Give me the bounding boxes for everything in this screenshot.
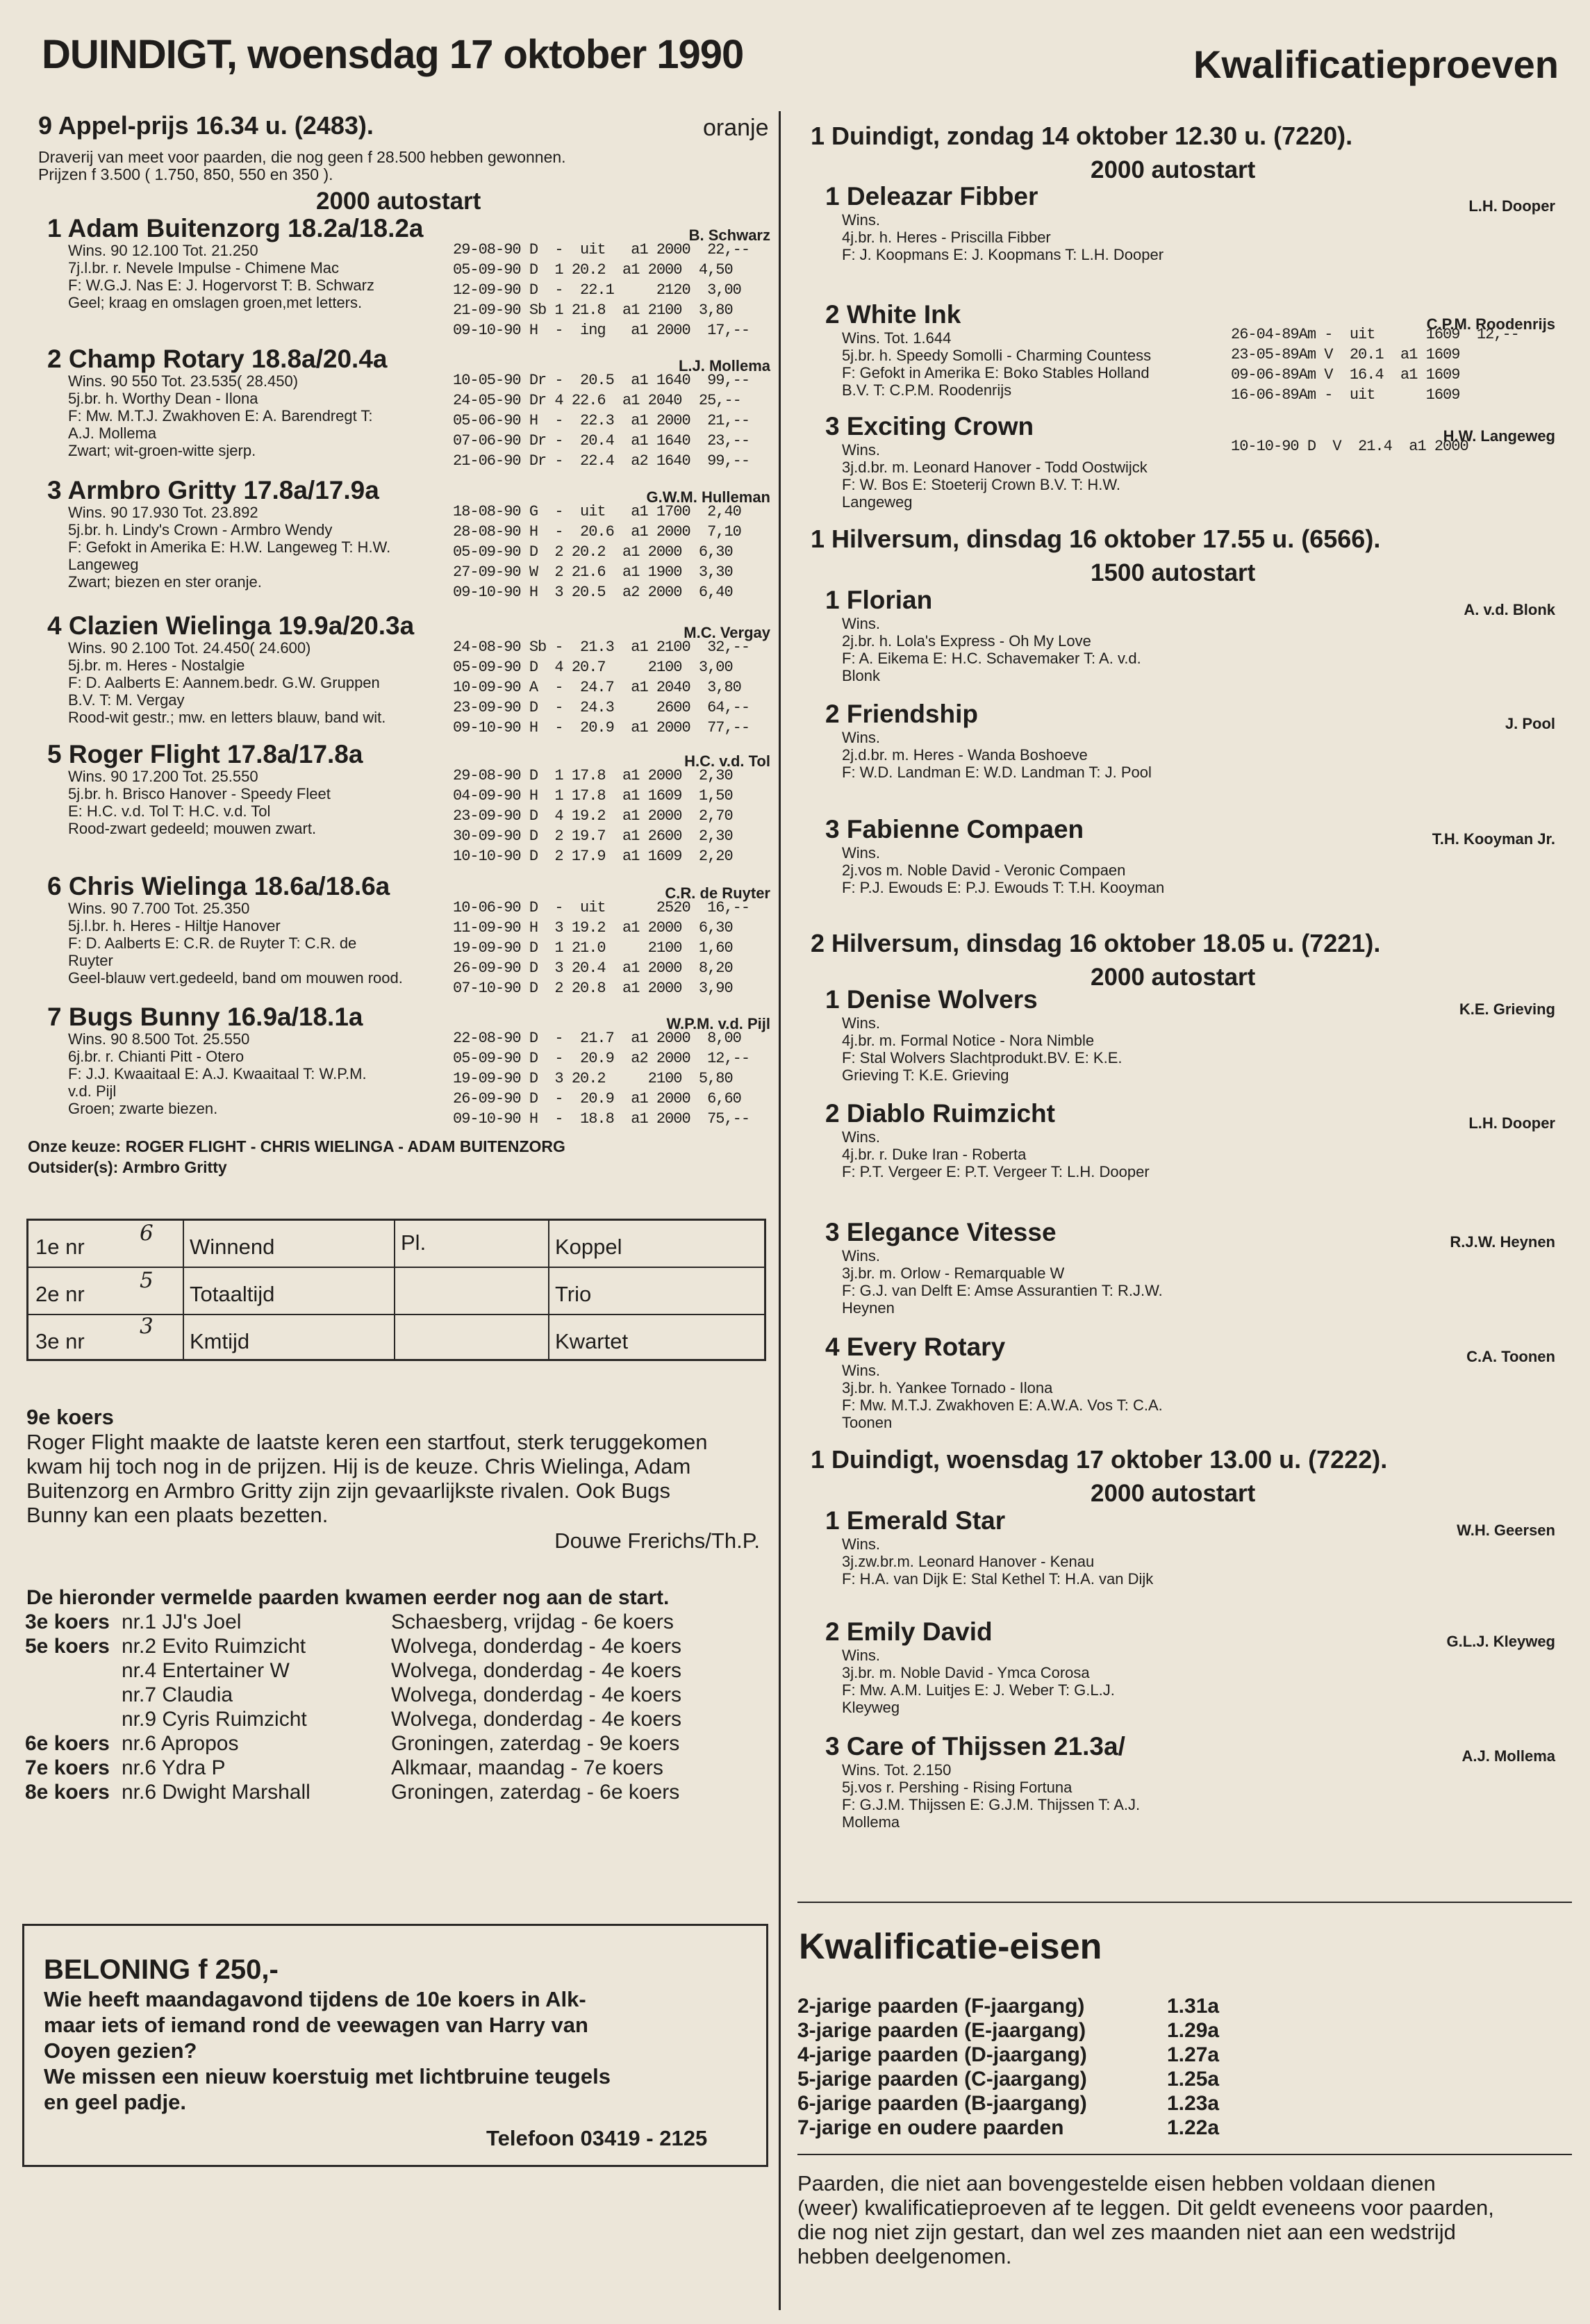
form-line: 29-08-90 D 1 17.8 a1 2000 2,30 [453, 767, 733, 784]
trial-horse-owner: R.J.W. Heynen [1450, 1233, 1555, 1251]
trial-horse-name: 2 White Ink [825, 300, 961, 329]
trial-form-line: 10-10-90 D V 21.4 a1 2000 [1231, 438, 1468, 455]
prev-horse: nr.6 Apropos [122, 1732, 239, 1755]
our-choice: Onze keuze: ROGER FLIGHT - CHRIS WIELINGA - ADAM BUITENZORG [28, 1137, 565, 1155]
trial-horse-detail: F: G.J.M. Thijssen E: G.J.M. Thijssen T: A.J. [842, 1796, 1141, 1813]
form-line: 05-09-90 D 2 20.2 a1 2000 6,30 [453, 543, 733, 561]
trial-horse-detail: Wins. [842, 844, 880, 862]
trial-title: 2 Hilversum, dinsdag 16 oktober 18.05 u. (7221). [811, 929, 1381, 957]
trial-horse-detail: F: A. Eikema E: H.C. Schavemaker T: A. v.d. [842, 650, 1141, 667]
prev-race: 8e koers [25, 1781, 110, 1804]
prev-location: Wolvega, donderdag - 4e koers [391, 1659, 682, 1682]
trial-title: 1 Duindigt, woensdag 17 oktober 13.00 u. (7222). [811, 1445, 1388, 1474]
trial-form-line: 26-04-89Am - uit 1609 12,-- [1231, 326, 1519, 343]
trial-horse-detail: Kleyweg [842, 1699, 900, 1716]
trial-horse-detail: Grieving T: K.E. Grieving [842, 1066, 1009, 1084]
prev-horse: nr.6 Ydra P [122, 1756, 226, 1779]
trial-horse-detail: F: J. Koopmans E: J. Koopmans T: L.H. Dooper [842, 246, 1164, 263]
form-line: 09-10-90 H - 18.8 a1 2000 75,-- [453, 1110, 750, 1128]
prev-race: 6e koers [25, 1732, 110, 1755]
place-2-label: 2e nr [35, 1282, 85, 1306]
trial-horse-detail: Wins. [842, 1362, 880, 1379]
horse-pedigree: 7j.l.br. r. Nevele Impulse - Chimene Mac [68, 259, 340, 277]
trial-horse-name: 3 Elegance Vitesse [825, 1218, 1057, 1246]
trial-horse-name: 2 Diablo Ruimzicht [825, 1099, 1055, 1128]
trial-horse-detail: Wins. [842, 1014, 880, 1032]
horse-winnings: Wins. 90 7.700 Tot. 25.350 [68, 900, 250, 917]
trial-horse-detail: Wins. Tot. 1.644 [842, 329, 952, 347]
prev-race: 3e koers [25, 1610, 110, 1633]
form-line: 26-09-90 D - 20.9 a1 2000 6,60 [453, 1090, 741, 1107]
trial-distance: 2000 autostart [1091, 156, 1256, 183]
horse-name: 3 Armbro Gritty 17.8a/17.9a [47, 476, 379, 504]
requirements-title: Kwalificatie-eisen [799, 1927, 1102, 1967]
place-1-handwritten: 6 [140, 1221, 154, 1246]
trial-horse-detail: 4j.br. r. Duke Iran - Roberta [842, 1146, 1027, 1163]
place-3-label: 3e nr [35, 1329, 85, 1353]
requirements-note-line: die nog niet zijn gestart, dan wel zes maanden niet aan een wedstrijd [797, 2220, 1456, 2244]
trial-horse-owner: J. Pool [1505, 715, 1555, 732]
horse-colors: Zwart; biezen en ster oranje. [68, 573, 262, 591]
results-grid [26, 1219, 766, 1361]
kwartet-label: Kwartet [555, 1329, 629, 1353]
form-line: 04-09-90 H 1 17.8 a1 1609 1,50 [453, 787, 733, 805]
horse-connections: F: D. Aalberts E: Aannem.bedr. G.W. Gruppen [68, 674, 380, 691]
horse-detail: Ruyter [68, 952, 113, 969]
form-line: 19-09-90 D 3 20.2 2100 5,80 [453, 1070, 733, 1087]
horse-owner: L.J. Mollema [678, 357, 770, 374]
prev-location: Alkmaar, maandag - 7e koers [391, 1756, 663, 1779]
trial-horse-detail: F: P.T. Vergeer E: P.T. Vergeer T: L.H. Dooper [842, 1163, 1150, 1180]
requirement-time: 1.23a [1167, 2092, 1220, 2115]
koppel-label: Koppel [555, 1235, 622, 1259]
reward-line: en geel padje. [44, 2090, 187, 2114]
horse-pedigree: 5j.br. m. Heres - Nostalgie [68, 657, 245, 674]
trial-distance: 2000 autostart [1091, 1480, 1256, 1507]
requirement-age: 2-jarige paarden (F-jaargang) [797, 1995, 1085, 2018]
trial-horse-detail: 5j.br. h. Speedy Somolli - Charming Countess [842, 347, 1152, 364]
previous-starts-title: De hieronder vermelde paarden kwamen eerder nog aan de start. [26, 1586, 670, 1609]
form-line: 21-06-90 Dr - 22.4 a2 1640 99,-- [453, 452, 750, 470]
trial-horse-detail: Wins. [842, 1535, 880, 1553]
reward-line: Wie heeft maandagavond tijdens de 10e koers in Alk- [44, 1987, 586, 2011]
race-title: 9 Appel-prijs 16.34 u. (2483). [38, 111, 374, 140]
prev-horse: nr.9 Cyris Ruimzicht [122, 1708, 307, 1731]
trial-horse-detail: Wins. [842, 1128, 880, 1146]
trial-horse-detail: F: Mw. M.T.J. Zwakhoven E: A.W.A. Vos T: C.A. [842, 1396, 1163, 1414]
commentary-line: Bunny kan een plaats bezetten. [26, 1503, 329, 1527]
trial-horse-owner: L.H. Dooper [1468, 197, 1555, 215]
trial-horse-name: 1 Denise Wolvers [825, 985, 1038, 1014]
prev-location: Groningen, zaterdag - 9e koers [391, 1732, 680, 1755]
trial-horse-owner: L.H. Dooper [1468, 1114, 1555, 1132]
requirements-note-line: hebben deelgenomen. [797, 2244, 1012, 2268]
horse-connections: F: Gefokt in Amerika E: H.W. Langeweg T: H.W. [68, 538, 391, 556]
column-divider [779, 111, 781, 2310]
prev-location: Groningen, zaterdag - 6e koers [391, 1781, 680, 1804]
commentary-line: Roger Flight maakte de laatste keren een startfout, sterk teruggekomen [26, 1430, 708, 1454]
trial-horse-owner: A.J. Mollema [1461, 1747, 1555, 1765]
form-line: 05-09-90 D 1 20.2 a1 2000 4,50 [453, 261, 733, 279]
requirement-time: 1.31a [1167, 1995, 1220, 2018]
race-prizes: Prijzen f 3.500 ( 1.750, 850, 550 en 350 ). [38, 165, 333, 183]
requirements-rule [797, 1902, 1572, 1903]
horse-name: 6 Chris Wielinga 18.6a/18.6a [47, 872, 390, 900]
form-line: 09-10-90 H 3 20.5 a2 2000 6,40 [453, 584, 733, 601]
commentary-line: kwam hij toch nog in de prijzen. Hij is de keuze. Chris Wielinga, Adam [26, 1454, 691, 1478]
trial-form-line: 23-05-89Am V 20.1 a1 1609 [1231, 346, 1460, 363]
trial-horse-detail: F: H.A. van Dijk E: Stal Kethel T: H.A. van Dijk [842, 1570, 1154, 1588]
trial-horse-detail: Blonk [842, 667, 881, 684]
trial-horse-owner: C.A. Toonen [1466, 1348, 1555, 1365]
prev-horse: nr.1 JJ's Joel [122, 1610, 242, 1633]
horse-winnings: Wins. 90 17.930 Tot. 23.892 [68, 504, 258, 521]
horse-winnings: Wins. 90 2.100 Tot. 24.450( 24.600) [68, 639, 311, 657]
form-line: 21-09-90 Sb 1 21.8 a1 2100 3,80 [453, 302, 733, 319]
trial-horse-detail: F: Mw. A.M. Luitjes E: J. Weber T: G.L.J. [842, 1681, 1115, 1699]
prev-horse: nr.6 Dwight Marshall [122, 1781, 310, 1804]
page-header-left: DUINDIGT, woensdag 17 oktober 1990 [42, 32, 744, 77]
horse-winnings: Wins. 90 8.500 Tot. 25.550 [68, 1030, 250, 1048]
race-condition: Draverij van meet voor paarden, die nog geen f 28.500 hebben gewonnen. [38, 148, 566, 166]
trial-horse-name: 1 Florian [825, 586, 933, 614]
trial-horse-detail: 3j.br. h. Yankee Tornado - Ilona [842, 1379, 1053, 1396]
trial-horse-detail: F: G.J. van Delft E: Amse Assurantien T: R.J.W. [842, 1282, 1163, 1299]
horse-name: 1 Adam Buitenzorg 18.2a/18.2a [47, 214, 424, 242]
trial-horse-detail: 5j.vos r. Pershing - Rising Fortuna [842, 1779, 1073, 1796]
page-header-right: Kwalificatieproeven [1193, 42, 1559, 86]
horse-detail: B.V. T: M. Vergay [68, 691, 185, 709]
horse-name: 4 Clazien Wielinga 19.9a/20.3a [47, 611, 415, 640]
form-line: 22-08-90 D - 21.7 a1 2000 8,00 [453, 1030, 741, 1047]
horse-connections: E: H.C. v.d. Tol T: H.C. v.d. Tol [68, 802, 271, 820]
trial-horse-name: 1 Emerald Star [825, 1506, 1006, 1535]
trial-horse-detail: Wins. [842, 211, 880, 229]
form-line: 28-08-90 H - 20.6 a1 2000 7,10 [453, 523, 741, 541]
horse-owner: M.C. Vergay [684, 624, 770, 641]
form-line: 24-08-90 Sb - 21.3 a1 2100 32,-- [453, 638, 750, 656]
requirement-time: 1.29a [1167, 2019, 1220, 2042]
form-line: 05-09-90 D 4 20.7 2100 3,00 [453, 659, 733, 676]
horse-name: 5 Roger Flight 17.8a/17.8a [47, 740, 363, 768]
requirement-age: 3-jarige paarden (E-jaargang) [797, 2019, 1086, 2042]
horse-pedigree: 6j.br. r. Chianti Pitt - Otero [68, 1048, 245, 1065]
trial-horse-detail: Wins. [842, 441, 880, 459]
horse-colors: Zwart; wit-groen-witte sjerp. [68, 442, 256, 459]
horse-detail: v.d. Pijl [68, 1082, 117, 1100]
horse-winnings: Wins. 90 550 Tot. 23.535( 28.450) [68, 372, 299, 390]
race-color: oranje [703, 115, 769, 141]
trial-title: 1 Duindigt, zondag 14 oktober 12.30 u. (7220). [811, 122, 1353, 150]
trial-horse-detail: 3j.zw.br.m. Leonard Hanover - Kenau [842, 1553, 1095, 1570]
prev-location: Wolvega, donderdag - 4e koers [391, 1635, 682, 1658]
prev-location: Wolvega, donderdag - 4e koers [391, 1708, 682, 1731]
form-line: 10-09-90 A - 24.7 a1 2040 3,80 [453, 679, 741, 696]
trial-distance: 2000 autostart [1091, 964, 1256, 991]
horse-owner: H.C. v.d. Tol [684, 752, 770, 770]
trial-horse-detail: F: Gefokt in Amerika E: Boko Stables Holland [842, 364, 1150, 381]
horse-connections: F: J.J. Kwaaitaal E: A.J. Kwaaitaal T: W.P.M. [68, 1065, 367, 1082]
trial-horse-detail: 4j.br. h. Heres - Priscilla Fibber [842, 229, 1051, 246]
prev-horse: nr.2 Evito Ruimzicht [122, 1635, 306, 1658]
trial-horse-detail: Heynen [842, 1299, 895, 1317]
place-1-label: 1e nr [35, 1235, 85, 1259]
trio-label: Trio [555, 1282, 592, 1306]
trial-horse-owner: H.W. Langeweg [1443, 427, 1555, 445]
horse-name: 2 Champ Rotary 18.8a/20.4a [47, 345, 388, 373]
horse-detail: Langeweg [68, 556, 139, 573]
requirements-bottom-rule [797, 2154, 1572, 2155]
requirement-time: 1.27a [1167, 2043, 1220, 2066]
trial-horse-detail: 3j.br. m. Orlow - Remarquable W [842, 1264, 1065, 1282]
horse-owner: G.W.M. Hulleman [646, 488, 770, 506]
trial-horse-owner: A. v.d. Blonk [1464, 601, 1555, 618]
trial-horse-owner: C.P.M. Roodenrijs [1426, 315, 1555, 333]
place-label: Pl. [401, 1230, 427, 1255]
trial-horse-name: 1 Deleazar Fibber [825, 182, 1038, 211]
trial-horse-detail: Mollema [842, 1813, 900, 1831]
form-line: 30-09-90 D 2 19.7 a1 2600 2,30 [453, 827, 733, 845]
horse-pedigree: 5j.br. h. Worthy Dean - Ilona [68, 390, 258, 407]
horse-detail: Rood-zwart gedeeld; mouwen zwart. [68, 820, 317, 837]
requirement-age: 4-jarige paarden (D-jaargang) [797, 2043, 1087, 2066]
prev-race: 7e koers [25, 1756, 110, 1779]
form-line: 05-06-90 H - 22.3 a1 2000 21,-- [453, 412, 750, 429]
commentary-author: Douwe Frerichs/Th.P. [554, 1528, 760, 1553]
requirement-time: 1.22a [1167, 2116, 1220, 2139]
horse-connections: F: D. Aalberts E: C.R. de Ruyter T: C.R. de [68, 934, 357, 952]
reward-phone: Telefoon 03419 - 2125 [486, 2126, 708, 2150]
trial-horse-owner: W.H. Geersen [1457, 1522, 1555, 1539]
form-line: 19-09-90 D 1 21.0 2100 1,60 [453, 939, 733, 957]
trial-horse-detail: Wins. [842, 729, 880, 746]
race-distance: 2000 autostart [316, 188, 481, 215]
horse-name: 7 Bugs Bunny 16.9a/18.1a [47, 1003, 363, 1031]
totaaltijd-label: Totaaltijd [190, 1282, 275, 1306]
form-line: 09-10-90 H - 20.9 a1 2000 77,-- [453, 719, 750, 736]
trial-horse-detail: 3j.d.br. m. Leonard Hanover - Todd Oostwijck [842, 459, 1148, 476]
horse-owner: C.R. de Ruyter [665, 884, 770, 902]
trial-horse-owner: K.E. Grieving [1459, 1000, 1555, 1018]
horse-detail: A.J. Mollema [68, 425, 157, 442]
trial-horse-detail: F: W.D. Landman E: W.D. Landman T: J. Pool [842, 764, 1152, 781]
outsiders: Outsider(s): Armbro Gritty [28, 1158, 227, 1176]
horse-pedigree: 5j.br. h. Lindy's Crown - Armbro Wendy [68, 521, 333, 538]
form-line: 18-08-90 G - uit a1 1700 2,40 [453, 503, 741, 520]
horse-winnings: Wins. 90 12.100 Tot. 21.250 [68, 242, 258, 259]
prev-location: Wolvega, donderdag - 4e koers [391, 1683, 682, 1706]
trial-horse-detail: Wins. Tot. 2.150 [842, 1761, 952, 1779]
horse-detail: Geel; kraag en omslagen groen,met letters. [68, 294, 363, 311]
horse-pedigree: 5j.br. h. Brisco Hanover - Speedy Fleet [68, 785, 331, 802]
trial-horse-detail: Langeweg [842, 493, 913, 511]
prev-location: Schaesberg, vrijdag - 6e koers [391, 1610, 674, 1633]
trial-horse-detail: Toonen [842, 1414, 893, 1431]
place-3-handwritten: 3 [140, 1314, 154, 1339]
horse-pedigree: 5j.l.br. h. Heres - Hiltje Hanover [68, 917, 281, 934]
requirements-note-line: (weer) kwalificatieproeven af te leggen. Dit geldt eveneens voor paarden, [797, 2195, 1494, 2220]
trial-horse-detail: F: P.J. Ewouds E: P.J. Ewouds T: T.H. Kooyman [842, 879, 1165, 896]
trial-horse-name: 3 Care of Thijssen 21.3a/ [825, 1732, 1125, 1761]
reward-line: maar iets of iemand rond de veewagen van Harry van [44, 2013, 588, 2037]
requirement-time: 1.25a [1167, 2068, 1220, 2091]
trial-horse-detail: Wins. [842, 1247, 880, 1264]
requirements-note-line: Paarden, die niet aan bovengestelde eisen hebben voldaan dienen [797, 2171, 1436, 2195]
form-line: 23-09-90 D 4 19.2 a1 2000 2,70 [453, 807, 733, 825]
reward-line: We missen een nieuw koerstuig met lichtbruine teugels [44, 2064, 611, 2088]
form-line: 10-06-90 D - uit 2520 16,-- [453, 899, 750, 916]
form-line: 29-08-90 D - uit a1 2000 22,-- [453, 241, 750, 258]
horse-owner: W.P.M. v.d. Pijl [666, 1015, 770, 1032]
trial-form-line: 16-06-89Am - uit 1609 [1231, 386, 1460, 404]
trial-horse-detail: F: Stal Wolvers Slachtprodukt.BV. E: K.E. [842, 1049, 1123, 1066]
requirement-age: 6-jarige paarden (B-jaargang) [797, 2092, 1087, 2115]
trial-horse-name: 3 Exciting Crown [825, 412, 1034, 440]
horse-owner: B. Schwarz [688, 226, 770, 244]
trial-form-line: 09-06-89Am V 16.4 a1 1609 [1231, 366, 1460, 384]
horse-colors: Geel-blauw vert.gedeeld, band om mouwen rood. [68, 969, 403, 987]
trial-horse-name: 4 Every Rotary [825, 1333, 1006, 1361]
trial-title: 1 Hilversum, dinsdag 16 oktober 17.55 u. (6566). [811, 525, 1381, 553]
place-2-handwritten: 5 [140, 1268, 154, 1293]
form-line: 09-10-90 H - ing a1 2000 17,-- [453, 322, 750, 339]
trial-distance: 1500 autostart [1091, 559, 1256, 586]
form-line: 05-09-90 D - 20.9 a2 2000 12,-- [453, 1050, 750, 1067]
form-line: 12-09-90 D - 22.1 2120 3,00 [453, 281, 741, 299]
horse-connections: F: Mw. M.T.J. Zwakhoven E: A. Barendregt T: [68, 407, 373, 425]
form-line: 24-05-90 Dr 4 22.6 a1 2040 25,-- [453, 392, 741, 409]
reward-title: BELONING f 250,- [44, 1954, 279, 1985]
kmtijd-label: Kmtijd [190, 1329, 250, 1353]
form-line: 23-09-90 D - 24.3 2600 64,-- [453, 699, 750, 716]
horse-winnings: Wins. 90 17.200 Tot. 25.550 [68, 768, 258, 785]
horse-connections: F: W.G.J. Nas E: J. Hogervorst T: B. Schwarz [68, 277, 374, 294]
requirement-age: 7-jarige en oudere paarden [797, 2116, 1064, 2139]
trial-horse-detail: 2j.d.br. m. Heres - Wanda Boshoeve [842, 746, 1088, 764]
trial-horse-detail: 3j.br. m. Noble David - Ymca Corosa [842, 1664, 1090, 1681]
form-line: 26-09-90 D 3 20.4 a1 2000 8,20 [453, 959, 733, 977]
winnend-label: Winnend [190, 1235, 275, 1259]
trial-horse-detail: 2j.br. h. Lola's Express - Oh My Love [842, 632, 1091, 650]
form-line: 11-09-90 H 3 19.2 a1 2000 6,30 [453, 919, 733, 937]
trial-horse-detail: F: W. Bos E: Stoeterij Crown B.V. T: H.W. [842, 476, 1121, 493]
reward-line: Ooyen gezien? [44, 2038, 197, 2063]
trial-horse-name: 2 Emily David [825, 1617, 993, 1646]
requirement-age: 5-jarige paarden (C-jaargang) [797, 2068, 1087, 2091]
form-line: 07-10-90 D 2 20.8 a1 2000 3,90 [453, 980, 733, 997]
trial-horse-detail: 4j.br. m. Formal Notice - Nora Nimble [842, 1032, 1095, 1049]
trial-horse-detail: Wins. [842, 615, 880, 632]
commentary-line: Buitenzorg en Armbro Gritty zijn zijn gevaarlijkste rivalen. Ook Bugs [26, 1478, 670, 1503]
prev-horse: nr.4 Entertainer W [122, 1659, 290, 1682]
trial-horse-owner: T.H. Kooyman Jr. [1432, 830, 1555, 848]
trial-horse-detail: 2j.vos m. Noble David - Veronic Compaen [842, 862, 1126, 879]
commentary-title: 9e koers [26, 1405, 114, 1429]
form-line: 10-05-90 Dr - 20.5 a1 1640 99,-- [453, 372, 750, 389]
form-line: 27-09-90 W 2 21.6 a1 1900 3,30 [453, 563, 733, 581]
form-line: 10-10-90 D 2 17.9 a1 1609 2,20 [453, 848, 733, 865]
prev-horse: nr.7 Claudia [122, 1683, 233, 1706]
prev-race: 5e koers [25, 1635, 110, 1658]
form-line: 07-06-90 Dr - 20.4 a1 1640 23,-- [453, 432, 750, 450]
horse-colors: Rood-wit gestr.; mw. en letters blauw, band wit. [68, 709, 386, 726]
trial-horse-detail: Wins. [842, 1647, 880, 1664]
horse-colors: Groen; zwarte biezen. [68, 1100, 218, 1117]
trial-horse-owner: G.L.J. Kleyweg [1446, 1633, 1555, 1650]
trial-horse-detail: B.V. T: C.P.M. Roodenrijs [842, 381, 1012, 399]
trial-horse-name: 3 Fabienne Compaen [825, 815, 1084, 843]
trial-horse-name: 2 Friendship [825, 700, 978, 728]
